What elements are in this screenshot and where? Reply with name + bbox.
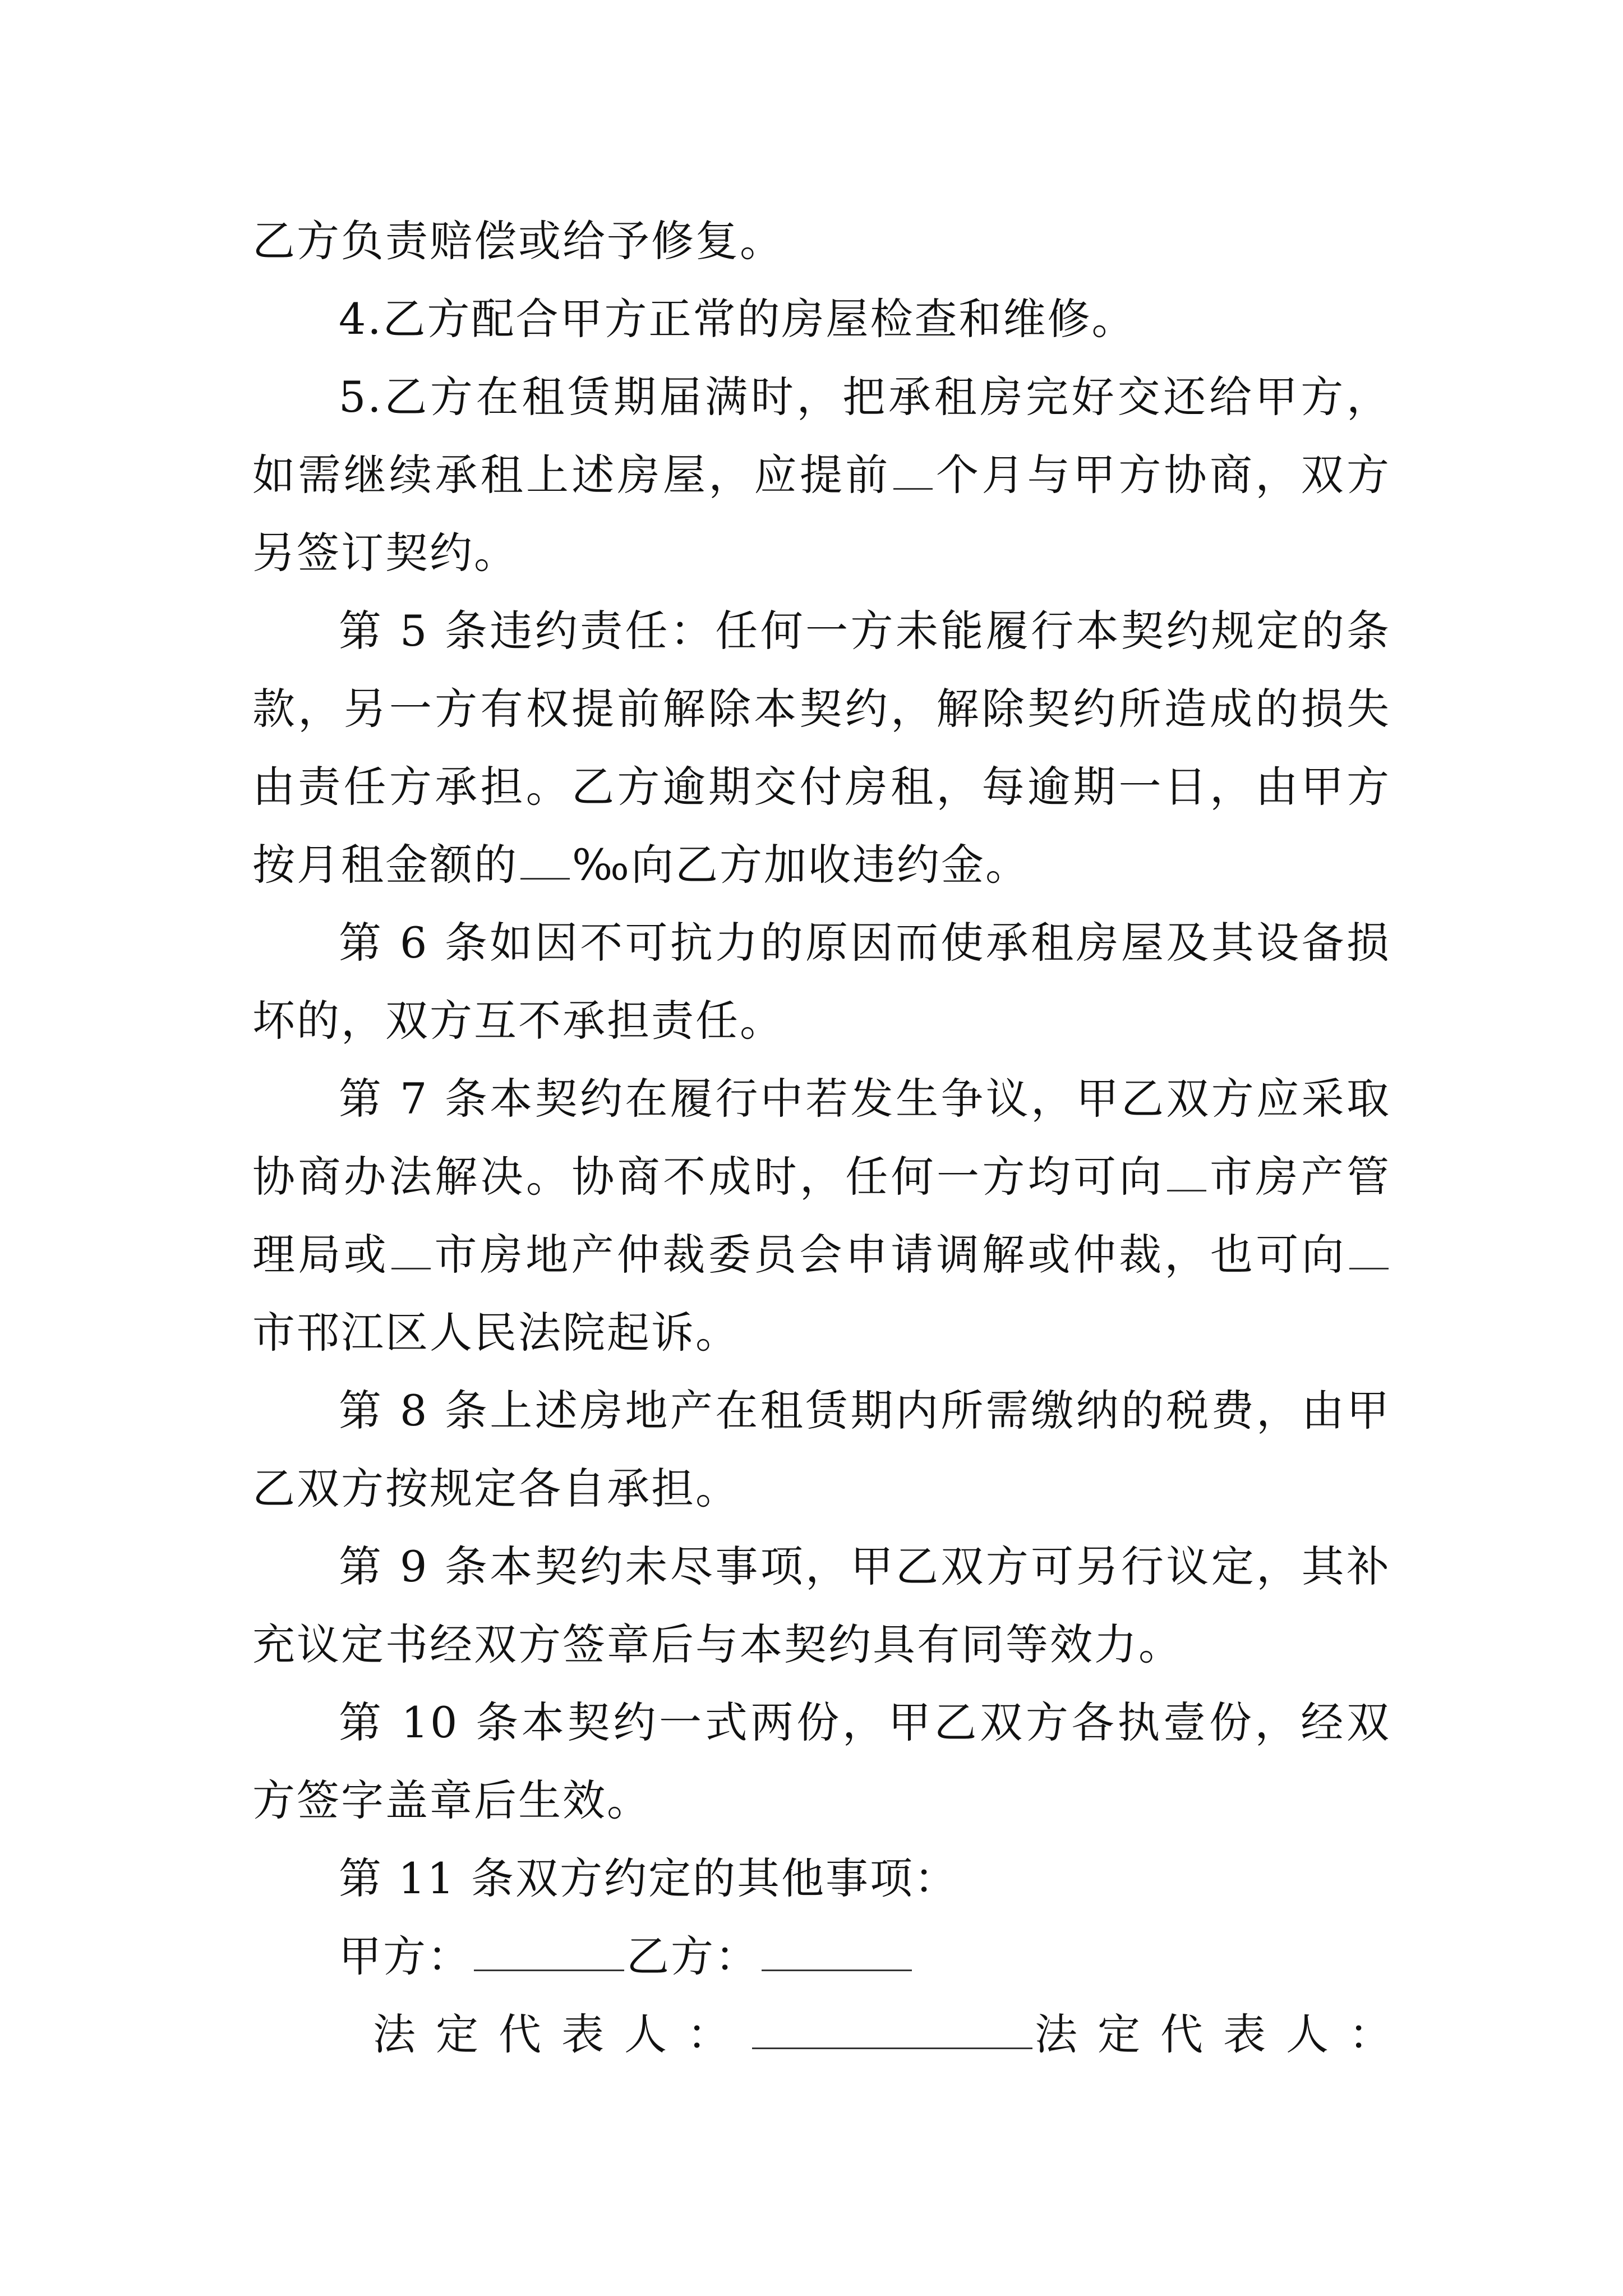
- paragraph-text: ‰向乙方加收违约金。: [572, 840, 1030, 890]
- paragraph-lease-expiry: [252, 358, 1391, 592]
- fill-blank-months[interactable]: [893, 453, 933, 490]
- party-b-signature-blank[interactable]: [762, 1935, 912, 1971]
- article-10-copies: [252, 1683, 1391, 1839]
- legal-rep-b-label: 法定代表人：: [1035, 2009, 1412, 2059]
- article-8-taxes: [252, 1372, 1391, 1527]
- paragraph-text: 第 5 条违约责任：任何一方未能履行本契约规定的条款，另一方有权提前解除本契约，解除契约所造成的损失由责任方承担。乙方逾期交付房租，每逾期一日，由甲方按月租金额的: [252, 606, 1391, 890]
- contract-page: [252, 202, 1412, 2073]
- legal-rep-a-label: 法定代表人：: [373, 2009, 750, 2059]
- party-b-label: 乙方：: [626, 1931, 759, 1981]
- legal-rep-a-blank[interactable]: [752, 2013, 1032, 2049]
- fill-blank-city-3[interactable]: [1349, 1233, 1389, 1269]
- paragraph-text: 第 7 条本契约在履行中若发生争议，甲乙双方应采取协商办法解决。协商不成时，任何一方均可向: [252, 1074, 1391, 1202]
- paragraph-text: 第 9 条本契约未尽事项，甲乙双方可另行议定，其补充议定书经双方签章后与本契约具有同等效力。: [252, 1542, 1391, 1669]
- party-signature-line: [252, 1917, 1391, 1995]
- article-5-breach: [252, 592, 1391, 904]
- party-a-signature-blank[interactable]: [474, 1935, 624, 1971]
- paragraph-text: 5.乙方在租赁期届满时，把承租房完好交还给甲方，如需继续承租上述房屋，应提前: [252, 372, 1391, 500]
- paragraph-text: 市房产管理局或: [252, 1152, 1391, 1280]
- paragraph-inspection: [252, 280, 1391, 358]
- paragraph-text: 第 8 条上述房地产在租赁期内所需缴纳的税费，由甲乙双方按规定各自承担。: [252, 1386, 1391, 1513]
- paragraph-text: 乙方负责赔偿或给予修复。: [252, 216, 784, 266]
- party-a-label: 甲方：: [339, 1931, 472, 1981]
- paragraph-compensation: [252, 202, 1391, 280]
- article-11-other: [252, 1839, 1391, 1917]
- paragraph-text: 市邗江区人民法院起诉。: [252, 1308, 740, 1358]
- legal-representative-line: [252, 1995, 1412, 2073]
- paragraph-text: 第 6 条如因不可抗力的原因而使承租房屋及其设备损坏的，双方互不承担责任。: [252, 918, 1391, 1046]
- article-7-disputes: [252, 1060, 1391, 1372]
- paragraph-text: 第 11 条双方约定的其他事项：: [339, 1853, 959, 1903]
- article-9-supplements: [252, 1527, 1391, 1683]
- paragraph-text: 4.乙方配合甲方正常的房屋检查和维修。: [339, 294, 1136, 344]
- fill-blank-penalty-rate[interactable]: [520, 843, 570, 880]
- article-6-force-majeure: [252, 904, 1391, 1060]
- paragraph-text: 第 10 条本契约一式两份，甲乙双方各执壹份，经双方签字盖章后生效。: [252, 1697, 1391, 1825]
- fill-blank-city-1[interactable]: [1167, 1155, 1206, 1191]
- fill-blank-city-2[interactable]: [391, 1233, 431, 1269]
- paragraph-text: 个月与甲方协商，双方另签订契约。: [252, 450, 1391, 578]
- paragraph-text: 市房地产仲裁委员会申请调解或仲裁，也可向: [433, 1230, 1347, 1280]
